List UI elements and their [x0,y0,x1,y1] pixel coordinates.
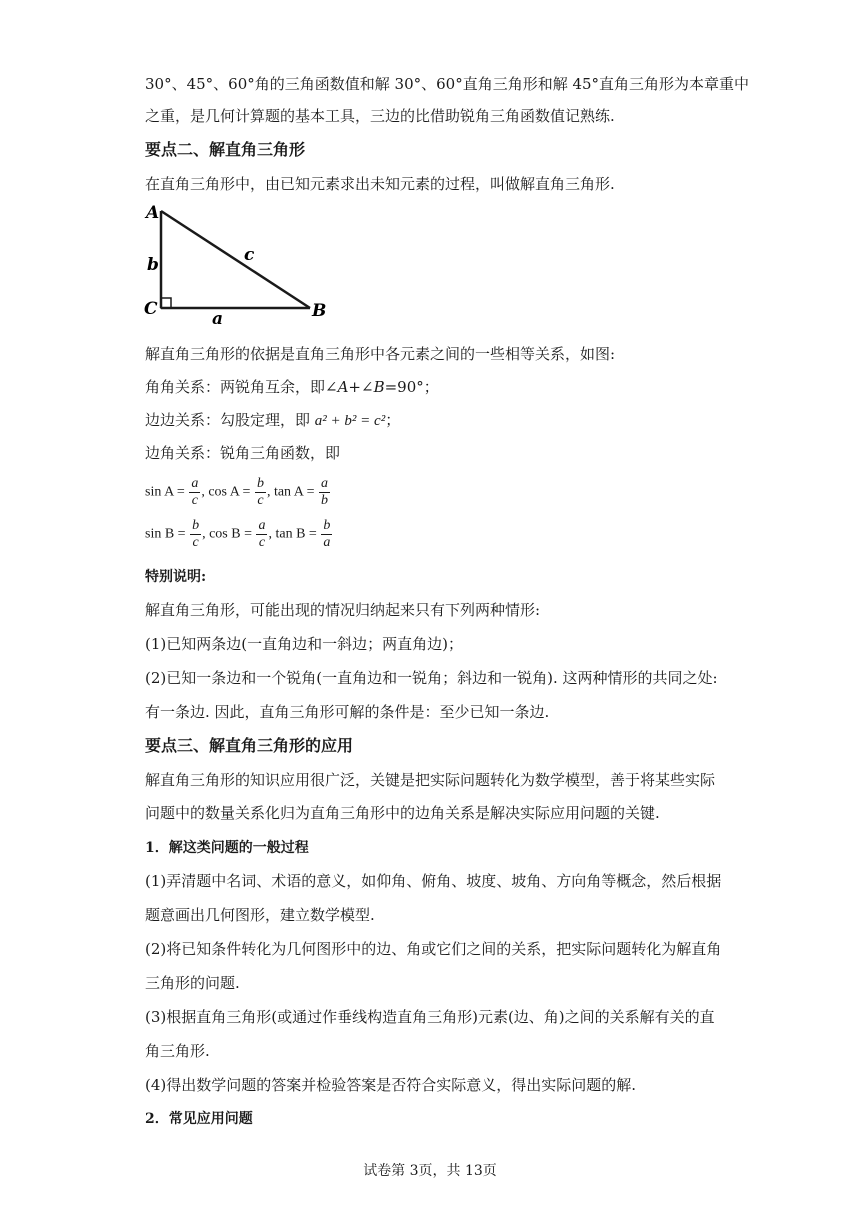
note-item-1: (1)已知两条边(一直角边和一斜边；两直角边)； [145,635,463,653]
side-c-label: c [244,245,255,265]
note-item-2-line-1: (2)已知一条边和一个锐角(一直角边和一锐角；斜边和一锐角). 这两种情形的共同之处: [145,669,718,687]
step-4: (4)得出数学问题的答案并检验答案是否符合实际意义，得出实际问题的解. [145,1076,637,1094]
angle-relation-prefix: 角角关系：两锐角互余，即∠ [145,378,338,396]
intro-line-1: 30°、45°、60°角的三角函数值和解 30°、60°直角三角形和解 45°直角三角形为本章重中 [145,75,750,93]
step-3-line-2: 角三角形. [145,1042,210,1060]
vertex-b-label: B [312,301,327,321]
side-relation [145,410,725,431]
formula-row-a [145,476,331,509]
tan-a-label: , tan A = [266,484,315,500]
section-2-heading: 要点二、解直角三角形 [145,140,306,159]
cos-a-label: , cos A = [201,484,251,500]
sin-b-fraction: $\frac{b}{c}$ [192,518,200,550]
step-2-line-2: 三角形的问题. [145,974,240,992]
note-item-2-line-2: 有一条边. 因此，直角三角形可解的条件是：至少已知一条边. [145,703,550,721]
vertex-c-label: C [144,299,158,319]
pythagorean-formula: a² + b² = c² [314,413,386,429]
sub-heading-2: 2．常见应用问题 [145,1111,253,1127]
cos-a-fraction: $\frac{b}{c}$ [256,476,264,508]
tan-a-fraction: $\frac{a}{b}$ [321,476,329,508]
vertex-a-label: A [146,203,160,223]
step-1-line-2: 题意画出几何图形，建立数学模型. [145,906,375,924]
tan-b-fraction: $\frac{b}{a}$ [323,518,331,550]
note-intro: 解直角三角形，可能出现的情况归纳起来只有下列两种情形: [145,601,541,619]
sin-a-fraction: $\frac{a}{c}$ [191,476,199,508]
angle-relation-a: A [337,378,349,396]
step-1-line-1: (1)弄清题中名词、术语的意义，如仰角、俯角、坡度、坡角、方向角等概念，然后根据 [145,872,722,890]
sin-a-label: sin A = [145,484,185,500]
sub-heading-1: 1．解这类问题的一般过程 [145,840,309,856]
cos-b-fraction: $\frac{a}{c}$ [258,518,266,550]
side-angle-relation: 边角关系：锐角三角函数，即 [145,444,341,462]
section-3-intro-line-2: 问题中的数量关系化归为直角三角形中的边角关系是解决实际应用问题的关键. [145,804,660,822]
angle-relation-plus: +∠ [348,378,374,396]
formula-row-b [145,518,333,551]
section-2-definition: 在直角三角形中，由已知元素求出未知元素的过程，叫做解直角三角形. [145,175,615,193]
side-a-label: a [212,309,224,326]
note-heading: 特别说明: [145,569,207,585]
section-3-heading: 要点三、解直角三角形的应用 [145,736,354,755]
cos-b-label: , cos B = [202,526,252,542]
side-relation-suffix: ； [385,411,401,429]
page-footer: 试卷第 3页，共 13页 [363,1163,497,1179]
side-relation-prefix: 边边关系：勾股定理，即 [145,411,311,429]
tan-b-label: , tan B = [268,526,317,542]
intro-line-2: 之重，是几何计算题的基本工具，三边的比借助锐角三角函数值记熟练. [145,107,615,125]
basis-text: 解直角三角形的依据是直角三角形中各元素之间的一些相等关系，如图: [145,345,616,363]
angle-relation-suffix: =90°； [384,378,439,396]
sin-b-label: sin B = [145,526,186,542]
right-triangle-figure [140,198,340,326]
angle-relation-b: B [373,378,385,396]
step-2-line-1: (2)将已知条件转化为几何图形中的边、角或它们之间的关系，把实际问题转化为解直角 [145,940,722,958]
step-3-line-1: (3)根据直角三角形(或通过作垂线构造直角三角形)元素(边、角)之间的关系解有关的直 [145,1008,715,1026]
angle-relation [145,377,725,397]
section-3-intro-line-1: 解直角三角形的知识应用很广泛，关键是把实际问题转化为数学模型，善于将某些实际 [145,771,716,789]
side-b-label: b [147,255,159,275]
